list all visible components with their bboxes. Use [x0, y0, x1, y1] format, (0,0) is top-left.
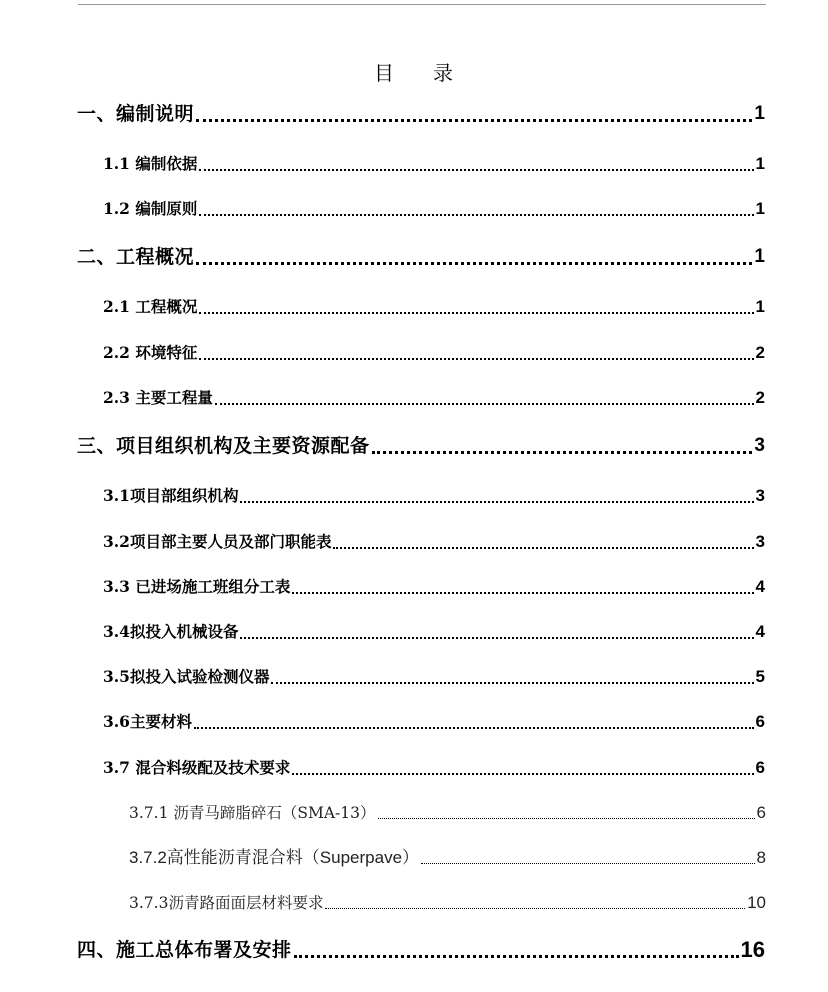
toc-leader	[333, 547, 753, 549]
toc-page-number: 4	[755, 577, 765, 596]
toc-page-number: 1	[755, 199, 765, 218]
toc-entry-label: 1.2 编制原则	[103, 199, 198, 218]
toc-entry-label: 2.2 环境特征	[103, 343, 198, 362]
toc-entry-3-1[interactable]	[103, 482, 765, 510]
toc-page-number: 3	[754, 435, 765, 456]
toc-page-number: 1	[755, 297, 765, 316]
toc-entry-label: 3.3 已进场施工班组分工表	[103, 577, 291, 596]
toc-entry-label: 3.6主要材料	[103, 712, 192, 731]
toc-page-number: 1	[754, 246, 765, 267]
toc-title-char-1: 目	[374, 61, 395, 85]
toc-leader	[194, 727, 754, 729]
toc-leader	[294, 955, 739, 958]
toc-entry-label: 1.1 编制依据	[103, 154, 198, 173]
toc-entry-label: 二、工程概况	[77, 246, 195, 268]
toc-entry-label: 三、项目组织机构及主要资源配备	[77, 435, 370, 457]
toc-entry-label: 3.4拟投入机械设备	[103, 622, 239, 641]
toc-entry-label: 3.2项目部主要人员及部门职能表	[103, 532, 332, 551]
toc-entry-1-2[interactable]	[103, 195, 765, 223]
toc-leader	[325, 908, 745, 909]
toc-leader	[199, 358, 753, 360]
toc-page-number: 1	[755, 154, 765, 173]
toc-entry-3-4[interactable]	[103, 618, 765, 646]
toc-entry-2[interactable]	[77, 243, 765, 271]
toc-entry-label: 3.7.2高性能沥青混合料（Superpave）	[129, 848, 420, 867]
toc-entry-3-3[interactable]	[103, 573, 765, 601]
toc-page-number: 6	[755, 758, 765, 777]
toc-leader	[199, 169, 753, 171]
toc-leader	[196, 119, 752, 122]
toc-leader	[240, 637, 753, 639]
toc-leader	[196, 262, 752, 265]
toc-entry-3-7-1[interactable]	[129, 799, 766, 827]
toc-entry-label: 3.7.3沥青路面面层材料要求	[129, 894, 324, 912]
toc-page-number: 10	[747, 893, 766, 912]
toc-entry-3-6[interactable]	[103, 708, 765, 736]
toc-page-number: 5	[755, 667, 765, 686]
toc-entry-label: 3.7.1 沥青马蹄脂碎石（SMA-13）	[129, 804, 376, 822]
toc-entry-3-5[interactable]	[103, 663, 765, 691]
toc-entry-label: 3.1项目部组织机构	[103, 486, 239, 505]
toc-leader	[215, 403, 754, 405]
page-top-rule	[78, 4, 766, 5]
toc-entry-label: 3.7 混合料级配及技术要求	[103, 758, 291, 777]
toc-entry-1-1[interactable]	[103, 150, 765, 178]
toc-entry-3-7[interactable]	[103, 754, 765, 782]
toc-entry-2-3[interactable]	[103, 384, 765, 412]
toc-page-number: 8	[756, 848, 766, 867]
toc-leader	[240, 501, 753, 503]
toc-page-number: 6	[756, 803, 766, 822]
toc-entry-2-1[interactable]	[103, 293, 765, 321]
toc-entry-2-2[interactable]	[103, 339, 765, 367]
toc-leader	[372, 451, 753, 454]
toc-entry-3-2[interactable]	[103, 528, 765, 556]
toc-leader	[199, 312, 753, 314]
toc-entry-label: 一、编制说明	[77, 103, 195, 125]
toc-leader	[199, 214, 753, 216]
toc-page-number: 4	[755, 622, 765, 641]
toc-entry-4[interactable]	[77, 936, 765, 964]
toc-page-number: 2	[755, 343, 765, 362]
toc-entry-3-7-3[interactable]	[129, 889, 766, 917]
toc-page-number: 6	[755, 712, 765, 731]
toc-leader	[421, 863, 754, 864]
toc-entry-label: 2.1 工程概况	[103, 297, 198, 316]
toc-leader	[292, 592, 753, 594]
toc-page-number: 1	[754, 103, 765, 124]
toc-entry-label: 3.5拟投入试验检测仪器	[103, 667, 270, 686]
toc-title	[0, 57, 828, 86]
toc-leader	[271, 682, 753, 684]
toc-entry-label: 2.3 主要工程量	[103, 388, 213, 407]
toc-entry-label: 四、施工总体布署及安排	[77, 939, 292, 961]
toc-entry-1[interactable]	[77, 100, 765, 128]
toc-leader	[378, 818, 755, 819]
toc-page-number: 2	[755, 388, 765, 407]
toc-page-number: 16	[740, 937, 765, 962]
toc-leader	[292, 773, 753, 775]
toc-title-char-2: 录	[433, 61, 454, 85]
toc-entry-3-7-2[interactable]	[129, 844, 766, 872]
toc-entry-3[interactable]	[77, 432, 765, 460]
toc-page-number: 3	[755, 532, 765, 551]
toc-page-number: 3	[755, 486, 765, 505]
